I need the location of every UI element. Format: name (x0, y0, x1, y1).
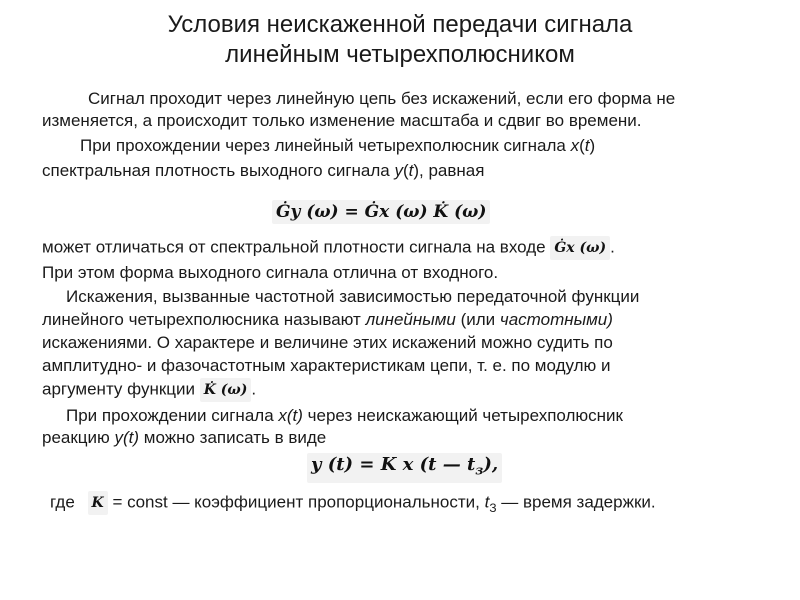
paragraph-5-line-2: реакцию y(t) можно записать в виде (42, 428, 327, 447)
paragraph-4-line-5: аргументу функции K̇ (ω) . (42, 378, 256, 402)
paragraph-3-line-1: может отличаться от спектральной плотности сигнала на входе Ġx (ω) . (42, 236, 615, 260)
paragraph-2-line-1: При прохождении через линейный четырехполюсник сигнала x(t) (80, 136, 596, 155)
paragraph-1-line-2: изменяется, а происходит только изменение масштаба и сдвиг во времени. (42, 111, 642, 130)
paragraph-2-line-2: спектральная плотность выходного сигнала y(t), равная (42, 161, 485, 180)
title-line-2: линейным четырехполюсником (225, 41, 575, 68)
paragraph-5-line-1: При прохождении сигнала x(t) через неискажающий четырехполюсник (66, 406, 623, 425)
paragraph-6-line-1: где K = const — коэффициент пропорциональности, $t_З$ — время задержки. (50, 492, 656, 515)
paragraph-4-line-4: амплитудно- и фазочастотным характеристикам цепи, т. е. по модулю и (42, 356, 611, 375)
spectral-density-formula: Ġy (ω) = Ġx (ω) K̇ (ω) (272, 200, 490, 224)
title-line-1: Условия неискаженной передачи сигнала (167, 11, 633, 38)
input-spectrum-formula: Ġx (ω) (550, 236, 610, 260)
distortionless-response-formula: y (t) = K x (t — $t_з$), (307, 453, 502, 483)
slide-title (0, 10, 800, 70)
paragraph-3-line-2: При этом форма выходного сигнала отлична от входного. (42, 263, 499, 282)
paragraph-4-line-3: искажениями. О характере и величине этих искажений можно судить по (42, 333, 613, 352)
coefficient-k-formula: K (88, 491, 108, 515)
transfer-function-formula: K̇ (ω) (200, 378, 252, 402)
paragraph-4-line-2: линейного четырехполюсника называют линейными (или частотными) (42, 310, 613, 329)
paragraph-4-line-1: Искажения, вызванные частотной зависимостью передаточной функции (66, 287, 640, 306)
paragraph-1-line-1: Сигнал проходит через линейную цепь без искажений, если его форма не (88, 89, 676, 108)
